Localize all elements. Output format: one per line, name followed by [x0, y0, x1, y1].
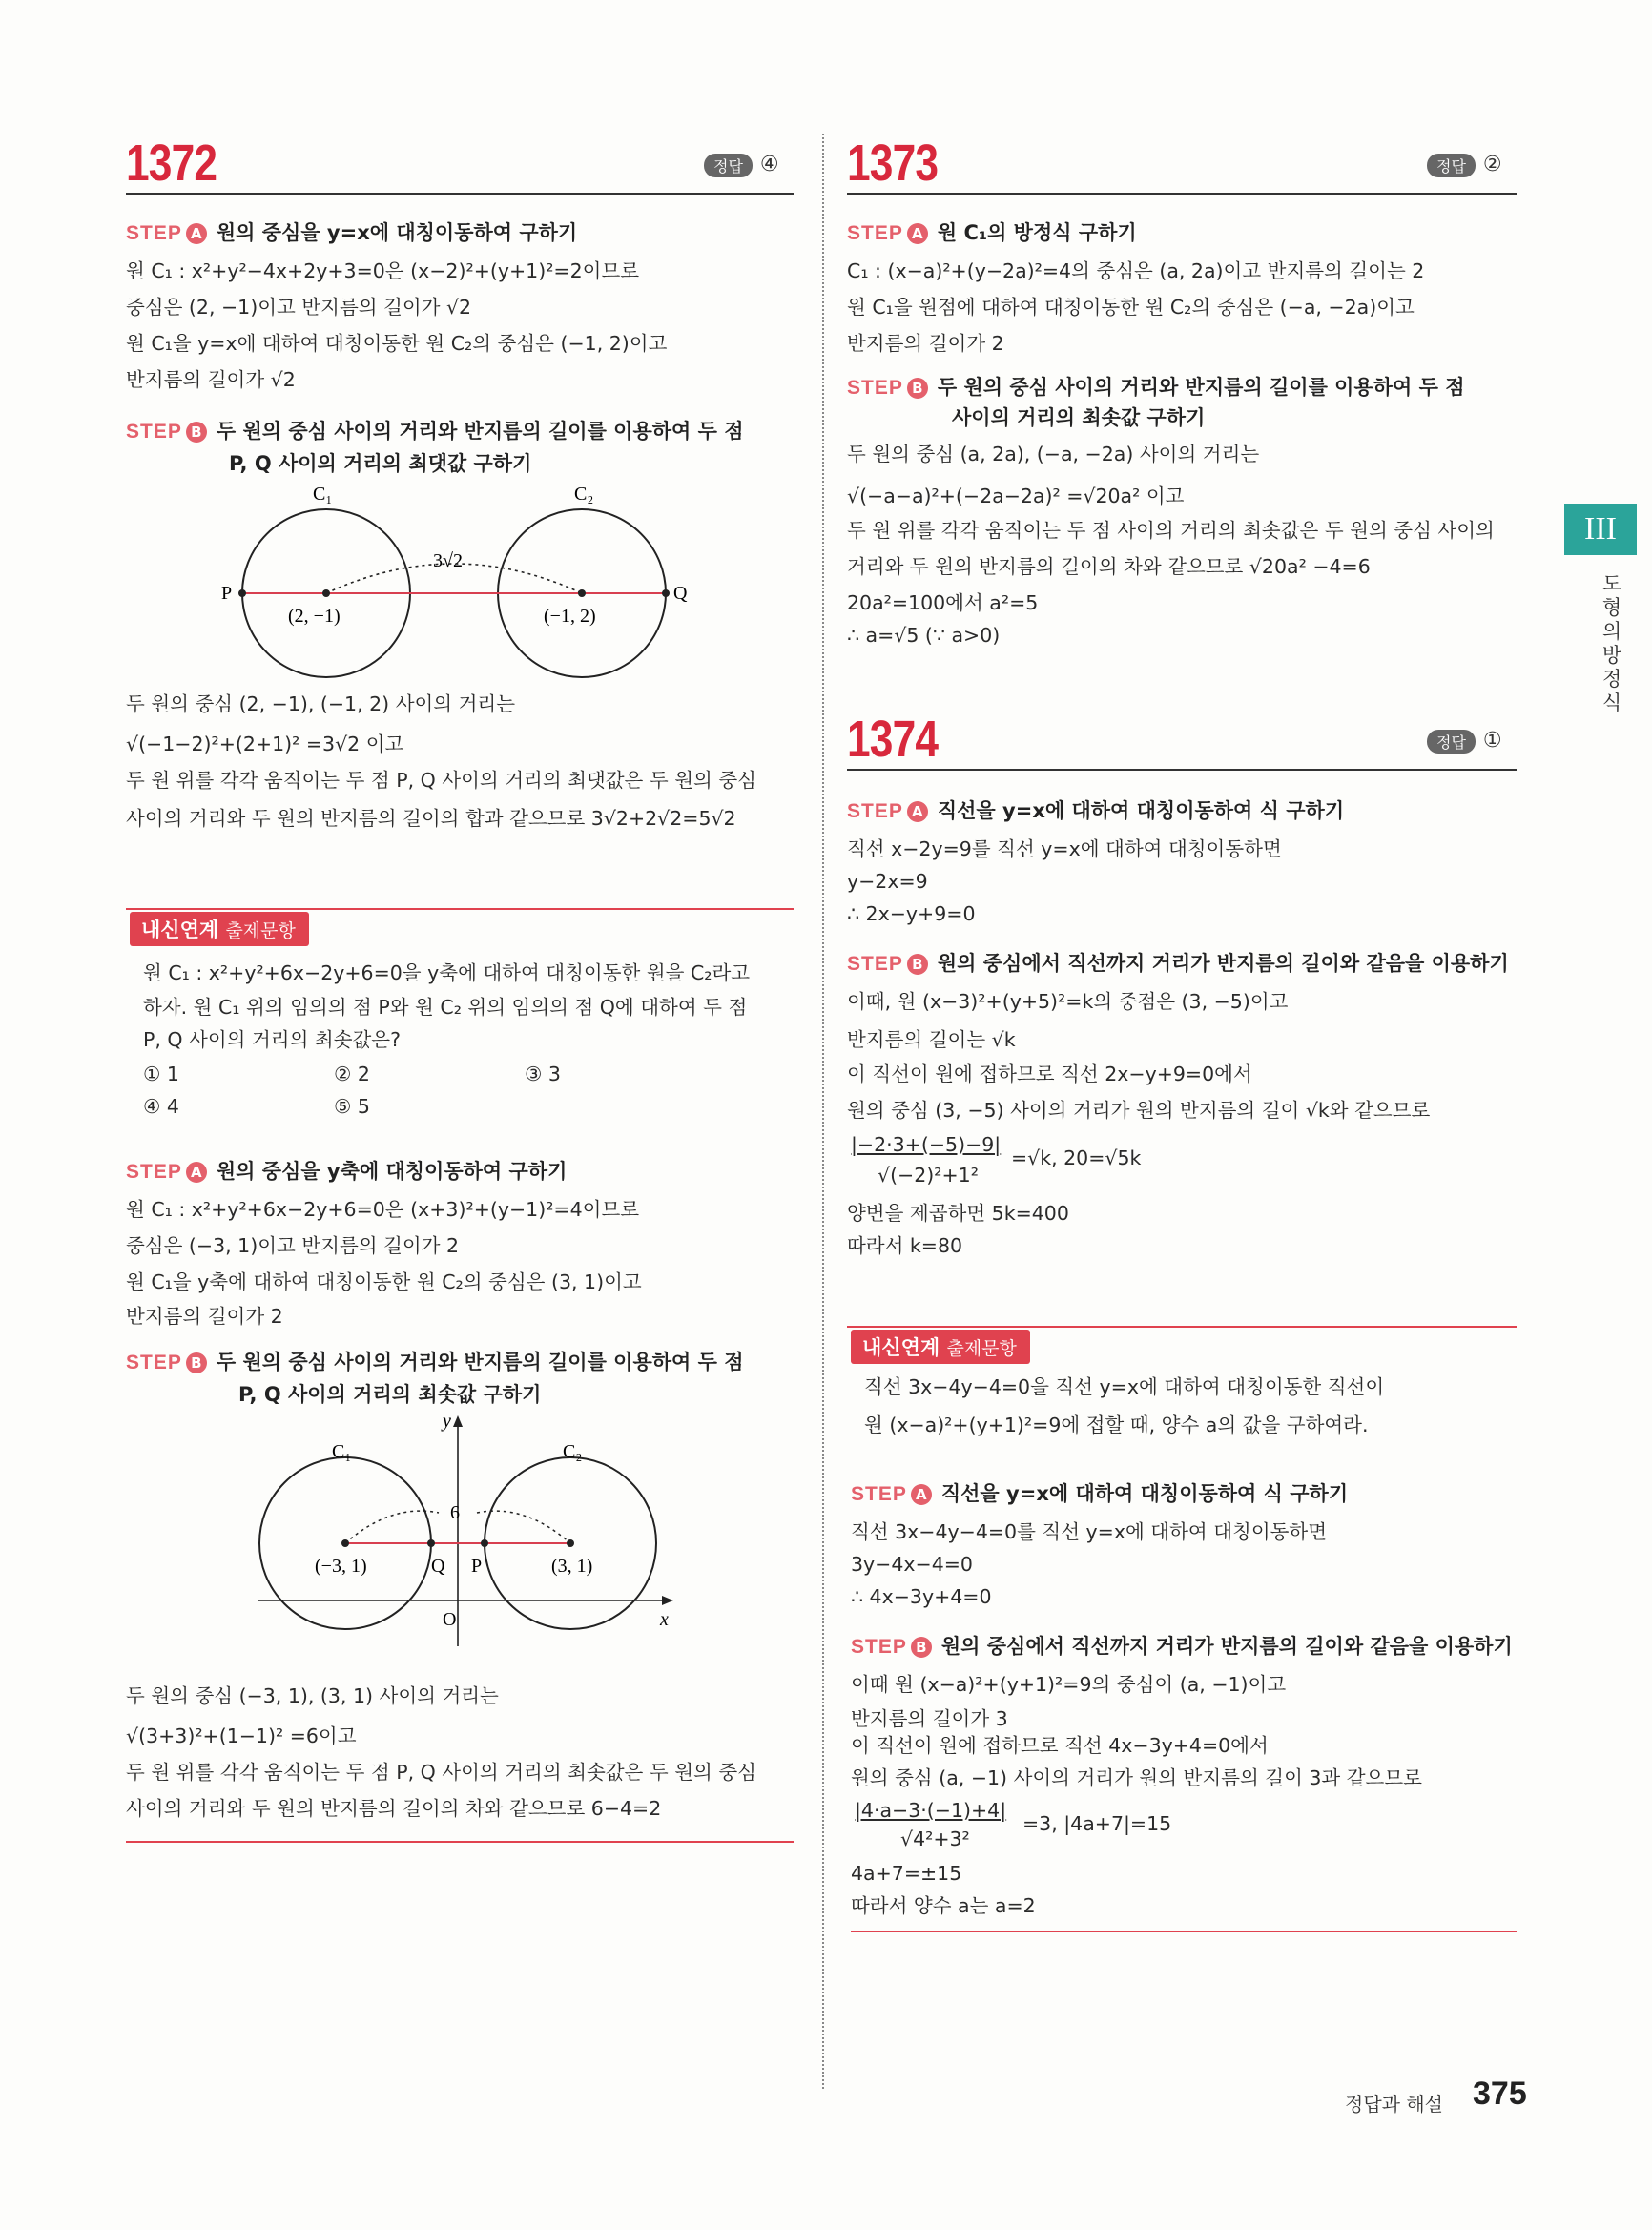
- answer-value: ①: [1482, 729, 1502, 753]
- answer-tag: 정답: [1427, 154, 1476, 177]
- text-line: 3y−4x−4=0: [851, 1553, 973, 1576]
- text-line: ∴ 2x−y+9=0: [847, 902, 976, 925]
- text-line: 원 C₁ : x²+y²+6x−2y+6=0은 (x+3)²+(y−1)²=4이므로: [126, 1198, 640, 1221]
- text-line: √(−a−a)²+(−2a−2a)² =√20a² 이고: [847, 485, 1185, 507]
- center-c1: [322, 589, 330, 597]
- text-line: ∴ a=√5 (∵ a>0): [847, 624, 1001, 647]
- text-line: 이 직선이 원에 접하므로 직선 4x−3y+4=0에서: [851, 1734, 1269, 1757]
- answer-tag: 정답: [704, 154, 753, 177]
- naesin-badge-1374: 내신연계 출제문항: [851, 1330, 1030, 1364]
- step-a2-1374: STEP A 직선을 y=x에 대하여 대칭이동하여 식 구하기: [851, 1482, 1349, 1505]
- text-line: 두 원의 중심 (−3, 1), (3, 1) 사이의 거리는: [126, 1684, 499, 1707]
- center-c2: [567, 1539, 574, 1547]
- step-b-1372-line2: P, Q 사이의 거리의 최댓값 구하기: [229, 452, 532, 475]
- footer-label: 정답과 해설: [1345, 2093, 1443, 2116]
- text-line: 따라서 양수 a는 a=2: [851, 1894, 1036, 1917]
- choice-1: ① 1: [143, 1063, 179, 1085]
- label-center2: (3, 1): [551, 1556, 593, 1577]
- step-b2-1374: STEP B 원의 중심에서 직선까지 거리가 반지름의 길이와 같음을 이용하기: [851, 1635, 1513, 1658]
- answer-value: ②: [1482, 153, 1502, 176]
- center-c1: [341, 1539, 349, 1547]
- step-a-1374: STEP A 직선을 y=x에 대하여 대칭이동하여 식 구하기: [847, 799, 1345, 822]
- point-q: [662, 589, 670, 597]
- question-line: 원 (x−a)²+(y+1)²=9에 접할 때, 양수 a의 값을 구하여라.: [864, 1414, 1369, 1436]
- fraction-numerator: |4·a−3·(−1)+4|: [855, 1799, 1007, 1822]
- point-p: [481, 1539, 488, 1547]
- fraction-denominator: √(−2)²+1²: [878, 1164, 979, 1187]
- text-line: 원 C₁ : x²+y²−4x+2y+3=0은 (x−2)²+(y+1)²=2이므로: [126, 259, 640, 282]
- column-divider: [822, 134, 824, 2089]
- text-line: 사이의 거리와 두 원의 반지름의 길이의 합과 같으므로 3√2+2√2=5√2: [126, 807, 736, 830]
- text-line: =√k, 20=√5k: [1011, 1146, 1142, 1169]
- header-rule: [847, 193, 1517, 195]
- step-b-1373: STEP B 두 원의 중심 사이의 거리와 반지름의 길이를 이용하여 두 점: [847, 376, 1465, 399]
- chapter-title: 도형의 방정식: [1601, 572, 1622, 714]
- text-line: 이때 원 (x−a)²+(y+1)²=9의 중심이 (a, −1)이고: [851, 1673, 1287, 1696]
- label-x: x: [660, 1609, 669, 1630]
- header-rule: [847, 769, 1517, 771]
- point-q: [427, 1539, 435, 1547]
- text-line: 원 C₁을 y=x에 대하여 대칭이동한 원 C₂의 중심은 (−1, 2)이고: [126, 332, 668, 355]
- problem-number-1372: 1372: [126, 134, 217, 192]
- text-line: 반지름의 길이가 3: [851, 1707, 1008, 1730]
- label-center1: (−3, 1): [315, 1556, 367, 1577]
- choice-2: ② 2: [334, 1063, 370, 1085]
- problem-number-1374: 1374: [847, 711, 939, 768]
- text-line: 두 원 위를 각각 움직이는 두 점 P, Q 사이의 거리의 최댓값은 두 원의 중심: [126, 769, 756, 792]
- figure-coordinate-circles-1372: [248, 1408, 687, 1656]
- text-line: 두 원 위를 각각 움직이는 두 점 P, Q 사이의 거리의 최솟값은 두 원의 중심: [126, 1761, 756, 1784]
- center-c2: [578, 589, 586, 597]
- text-line: y−2x=9: [847, 870, 928, 893]
- step-b-1374: STEP B 원의 중심에서 직선까지 거리가 반지름의 길이와 같음을 이용하기: [847, 952, 1509, 975]
- step-a2-1372: STEP A 원의 중심을 y축에 대칭이동하여 구하기: [126, 1160, 568, 1183]
- text-line: 반지름의 길이가 2: [847, 332, 1004, 355]
- text-line: 거리와 두 원의 반지름의 길이의 차와 같으므로 √20a² −4=6: [847, 555, 1371, 578]
- text-line: 반지름의 길이가 √2: [126, 368, 296, 391]
- y-axis-arrow: [453, 1415, 463, 1427]
- text-line: 원의 중심 (a, −1) 사이의 거리가 원의 반지름의 길이 3과 같으므로: [851, 1766, 1422, 1789]
- naesin-rule: [847, 1326, 1517, 1328]
- end-rule: [126, 1841, 794, 1843]
- choice-3: ③ 3: [525, 1063, 561, 1085]
- label-q: Q: [431, 1556, 445, 1577]
- text-line: 이때, 원 (x−3)²+(y+5)²=k의 중점은 (3, −5)이고: [847, 990, 1289, 1013]
- text-line: 반지름의 길이는 √k: [847, 1028, 1016, 1051]
- chapter-tab: III: [1564, 504, 1637, 555]
- step-b-1372: STEP B 두 원의 중심 사이의 거리와 반지름의 길이를 이용하여 두 점: [126, 420, 744, 443]
- label-p: P: [471, 1556, 483, 1577]
- arc-left: [345, 1511, 439, 1543]
- text-line: 양변을 제곱하면 5k=400: [847, 1202, 1069, 1225]
- label-center1: (2, −1): [288, 606, 341, 627]
- fraction-denominator: √4²+3²: [900, 1827, 970, 1850]
- label-six: 6: [450, 1502, 460, 1523]
- step-b2-1372: STEP B 두 원의 중심 사이의 거리와 반지름의 길이를 이용하여 두 점: [126, 1351, 744, 1373]
- text-line: 이 직선이 원에 접하므로 직선 2x−y+9=0에서: [847, 1063, 1252, 1085]
- choice-5: ⑤ 5: [334, 1095, 370, 1118]
- text-line: 두 원 위를 각각 움직이는 두 점 사이의 거리의 최솟값은 두 원의 중심 사이의: [847, 519, 1495, 542]
- fraction-numerator: |−2·3+(−5)−9|: [851, 1133, 1002, 1156]
- text-line: 직선 x−2y=9를 직선 y=x에 대하여 대칭이동하면: [847, 837, 1282, 860]
- label-c1: C₁: [313, 484, 333, 505]
- figure-two-circles-1372: [210, 477, 706, 715]
- step-b2-1372-line2: P, Q 사이의 거리의 최솟값 구하기: [238, 1383, 542, 1406]
- answer-1373: [1427, 153, 1502, 177]
- label-c2: C₂: [574, 484, 594, 505]
- problem-number-1373: 1373: [847, 134, 939, 192]
- label-distance: 3√2: [433, 550, 463, 571]
- text-line: 20a²=100에서 a²=5: [847, 591, 1039, 614]
- header-rule: [126, 193, 794, 195]
- question-line: 직선 3x−4y−4=0을 직선 y=x에 대하여 대칭이동한 직선이: [864, 1375, 1385, 1398]
- label-c2: C₂: [563, 1441, 583, 1462]
- arc-right: [477, 1511, 570, 1543]
- label-center2: (−1, 2): [544, 606, 596, 627]
- step-b-1373-line2: 사이의 거리의 최솟값 구하기: [952, 406, 1206, 429]
- label-q: Q: [673, 583, 688, 604]
- answer-1372: [704, 153, 779, 177]
- text-line: C₁ : (x−a)²+(y−2a)²=4의 중심은 (a, 2a)이고 반지름의 길이는 2: [847, 259, 1425, 282]
- naesin-badge-1372: 내신연계 출제문항: [130, 912, 309, 946]
- step-a-1373: STEP A 원 C₁의 방정식 구하기: [847, 221, 1137, 244]
- text-line: 사이의 거리와 두 원의 반지름의 길이의 차와 같으므로 6−4=2: [126, 1797, 662, 1820]
- text-line: 두 원의 중심 (a, 2a), (−a, −2a) 사이의 거리는: [847, 443, 1260, 465]
- label-c1: C₁: [332, 1441, 352, 1462]
- page-number: 375: [1473, 2075, 1527, 2112]
- question-line: P, Q 사이의 거리의 최솟값은?: [143, 1028, 401, 1051]
- text-line: 원 C₁을 y축에 대하여 대칭이동한 원 C₂의 중심은 (3, 1)이고: [126, 1270, 642, 1293]
- text-line: 따라서 k=80: [847, 1234, 963, 1257]
- label-origin: O: [443, 1609, 457, 1630]
- text-line: √(−1−2)²+(2+1)² =3√2 이고: [126, 733, 404, 755]
- text-line: √(3+3)²+(1−1)² =6이고: [126, 1724, 357, 1747]
- answer-1374: [1427, 729, 1502, 754]
- text-line: 4a+7=±15: [851, 1862, 962, 1885]
- label-y: y: [443, 1411, 451, 1432]
- text-line: =3, |4a+7|=15: [1022, 1812, 1172, 1835]
- question-line: 하자. 원 C₁ 위의 임의의 점 P와 원 C₂ 위의 임의의 점 Q에 대하여 두 점: [143, 996, 748, 1019]
- text-line: 원 C₁을 원점에 대하여 대칭이동한 원 C₂의 중심은 (−a, −2a)이고: [847, 296, 1415, 319]
- text-line: 반지름의 길이가 2: [126, 1305, 283, 1328]
- answer-value: ④: [759, 153, 779, 176]
- end-rule: [851, 1931, 1517, 1932]
- text-line: 중심은 (−3, 1)이고 반지름의 길이가 2: [126, 1234, 460, 1257]
- x-axis-arrow: [662, 1596, 673, 1605]
- point-p: [238, 589, 246, 597]
- label-p: P: [221, 583, 233, 604]
- text-line: 원의 중심 (3, −5) 사이의 거리가 원의 반지름의 길이 √k와 같으므로: [847, 1099, 1431, 1122]
- text-line: 중심은 (2, −1)이고 반지름의 길이가 √2: [126, 296, 472, 319]
- choice-4: ④ 4: [143, 1095, 179, 1118]
- step-a-1372: STEP A 원의 중심을 y=x에 대칭이동하여 구하기: [126, 221, 578, 244]
- naesin-rule: [126, 908, 794, 910]
- text-line: ∴ 4x−3y+4=0: [851, 1585, 992, 1608]
- answer-tag: 정답: [1427, 730, 1476, 754]
- text-line: 직선 3x−4y−4=0를 직선 y=x에 대하여 대칭이동하면: [851, 1520, 1328, 1543]
- text-line: 두 원의 중심 (2, −1), (−1, 2) 사이의 거리는: [126, 692, 516, 715]
- question-line: 원 C₁ : x²+y²+6x−2y+6=0을 y축에 대하여 대칭이동한 원을 C₂라고: [143, 961, 751, 984]
